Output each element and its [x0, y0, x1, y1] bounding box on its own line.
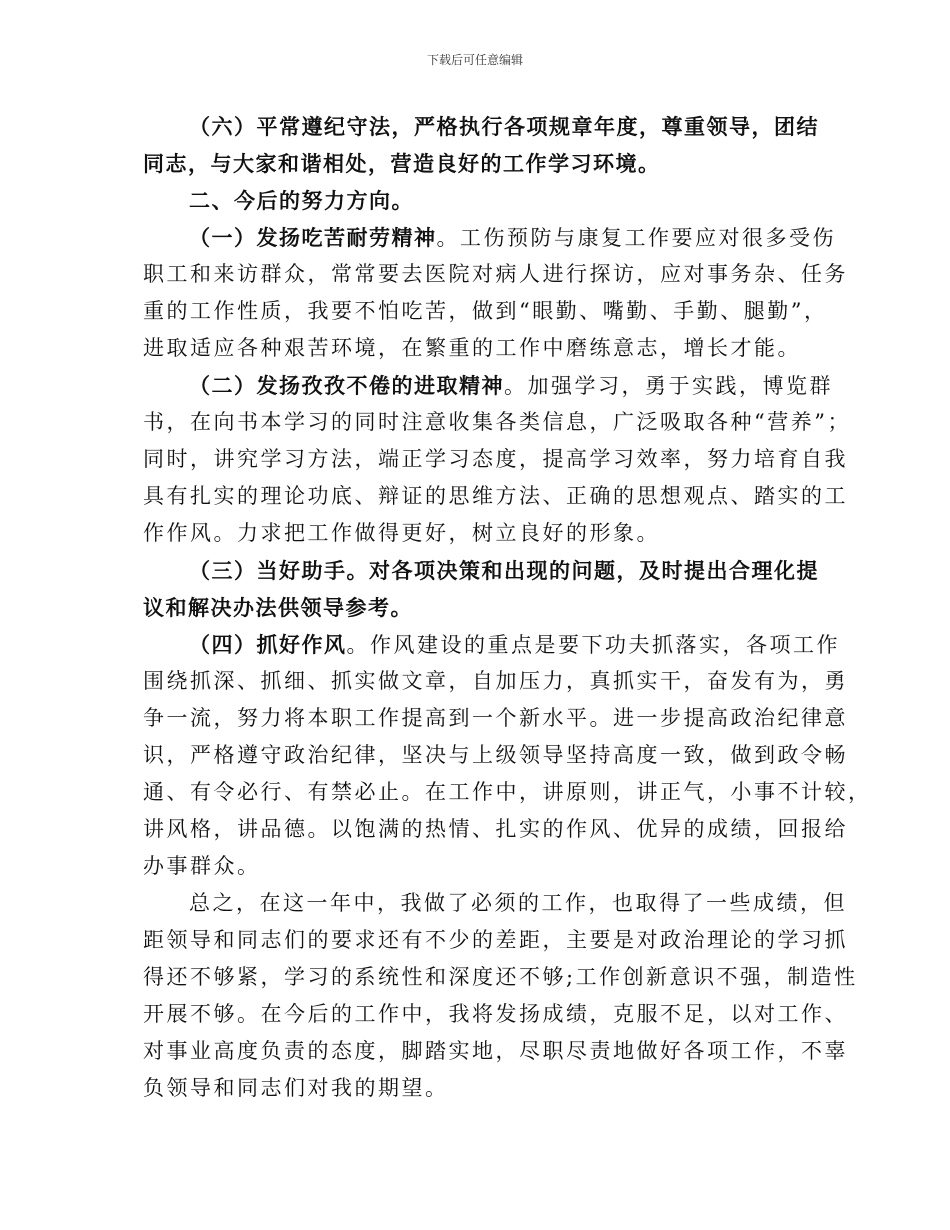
item-3-line-1: （三）当好助手。对各项决策和出现的问题，及时提出合理化提 — [189, 558, 819, 583]
item-4-line-2: 围绕抓深、抓细、抓实做文章，自加压力，真抓实干，奋发有为，勇 — [143, 669, 848, 693]
item-3-line-2: 议和解决办法供领导参考。 — [143, 595, 413, 620]
item-2-line-5: 作作风。力求把工作做得更好，树立良好的形象。 — [143, 521, 660, 545]
item-4-line-6: 讲风格，讲品德。以饱满的热情、扎实的作风、优异的成绩，回报给 — [143, 817, 848, 841]
item-2-line-1-text: 。加强学习，勇于实践，博览群 — [504, 374, 833, 398]
item-2-title: （二）发扬孜孜不倦的进取精神 — [189, 373, 504, 398]
document-body — [143, 108, 872, 1107]
item-1-line-3: 重的工作性质，我要不怕吃苦，做到“眼勤、嘴勤、手勤、腿勤”， — [143, 299, 828, 323]
item-1-title: （一）发扬吃苦耐劳精神 — [189, 225, 437, 250]
item-1-line-4: 进取适应各种艰苦环境，在繁重的工作中磨练意志，增长才能。 — [143, 336, 801, 360]
item-2-line-1 — [143, 367, 833, 404]
summary-line-1: 总之，在这一年中，我做了必须的工作，也取得了一些成绩，但 — [189, 891, 847, 915]
item-4-line-7: 办事群众。 — [143, 854, 261, 878]
item-2-line-3: 同时，讲究学习方法，端正学习态度，提高学习效率，努力培育自我 — [143, 447, 848, 471]
item-1-line-2: 职工和来访群众，常常要去医院对病人进行探访，应对事务杂、任务 — [143, 262, 848, 286]
item-4-line-1-text: 。作风建设的重点是要下功夫抓落实，各项工作 — [346, 633, 840, 657]
summary-line-5: 对事业高度负责的态度，脚踏实地，尽职尽责地做好各项工作，不辜 — [143, 1039, 848, 1063]
paragraph-6-line-2: 同志，与大家和谐相处，营造良好的工作学习环境。 — [143, 151, 661, 176]
item-4-line-5: 通、有令必行、有禁必止。在工作中，讲原则，讲正气，小事不计较， — [143, 780, 872, 804]
item-2-line-4: 具有扎实的理论功底、辩证的思维方法、正确的思想观点、踏实的工 — [143, 484, 848, 508]
summary-line-3: 得还不够紧，学习的系统性和深度还不够;工作创新意识不强，制造性 — [143, 965, 858, 989]
paragraph-6-line-1: （六）平常遵纪守法，严格执行各项规章年度，尊重领导，团结 — [189, 114, 819, 139]
item-1-line-1 — [143, 219, 836, 256]
section-2-heading: 二、今后的努力方向。 — [189, 188, 414, 213]
item-1-line-1-text: 。工伤预防与康复工作要应对很多受伤 — [436, 226, 836, 250]
page-header: 下载后可任意编辑 — [426, 53, 523, 67]
item-4-line-4: 识，严格遵守政治纪律，坚决与上级领导坚持高度一致，做到政令畅 — [143, 743, 848, 767]
summary-line-2: 距领导和同志们的要求还有不少的差距，主要是对政治理论的学习抓 — [143, 928, 848, 952]
item-4-line-1 — [143, 626, 840, 663]
summary-line-4: 开展不够。在今后的工作中，我将发扬成绩，克服不足，以对工作、 — [143, 1002, 848, 1026]
summary-line-6: 负领导和同志们对我的期望。 — [143, 1076, 449, 1100]
item-2-line-2: 书，在向书本学习的同时注意收集各类信息，广泛吸取各种“营养”； — [143, 410, 851, 434]
item-4-line-3: 争一流，努力将本职工作提高到一个新水平。进一步提高政治纪律意 — [143, 706, 848, 730]
item-4-title: （四）抓好作风 — [189, 632, 347, 657]
